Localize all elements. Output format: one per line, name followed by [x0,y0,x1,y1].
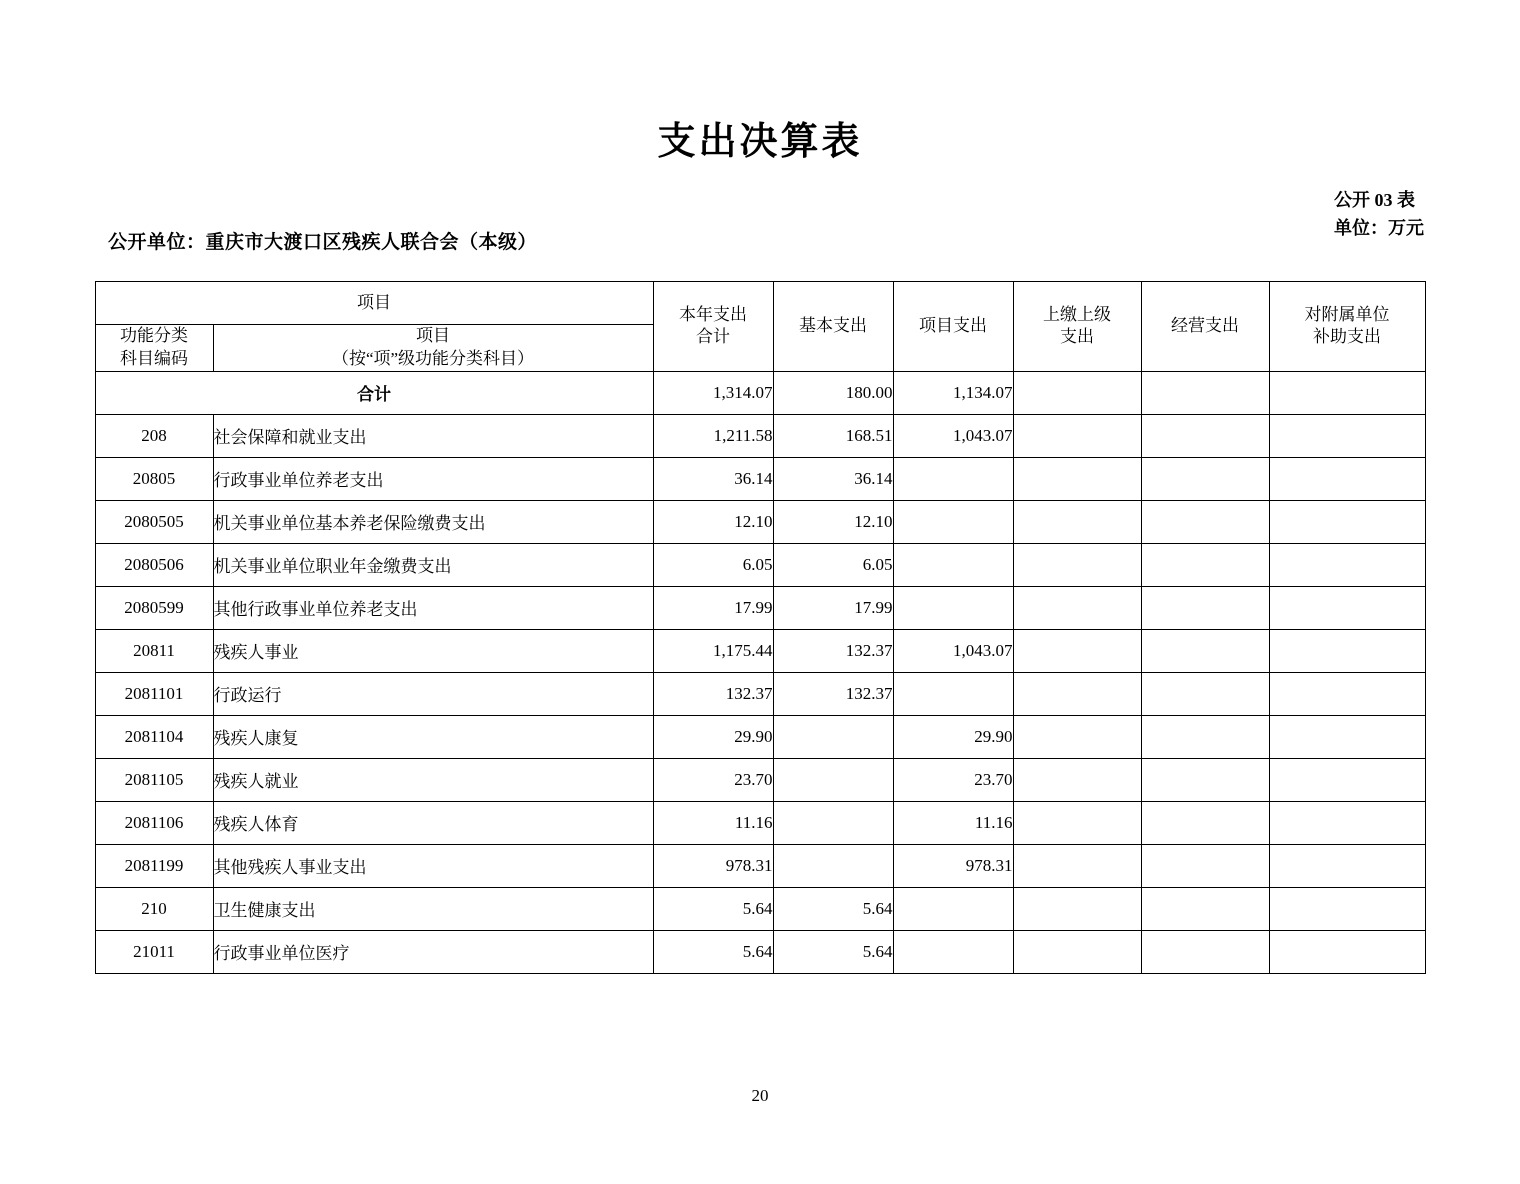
table-header-row-1 [95,282,1425,325]
header-basic: 基本支出 [773,282,893,372]
row-code: 20811 [95,629,213,672]
page-number: 20 [751,1086,769,1105]
row-subsidy [1269,930,1425,973]
row-year-total: 36.14 [653,457,773,500]
row-business [1141,801,1269,844]
row-name: 其他行政事业单位养老支出 [213,586,653,629]
row-remit [1013,629,1141,672]
row-subsidy [1269,586,1425,629]
row-code: 2081199 [95,844,213,887]
row-subsidy [1269,801,1425,844]
expenditure-table [95,281,1426,974]
row-name: 行政事业单位养老支出 [213,457,653,500]
row-remit [1013,457,1141,500]
header-code-line1: 功能分类 [120,326,188,345]
row-business [1141,844,1269,887]
row-basic: 12.10 [773,500,893,543]
row-remit [1013,500,1141,543]
header-item-line2: （按“项”级功能分类科目） [331,348,535,368]
header-remit [1013,282,1141,372]
row-code: 2081104 [95,715,213,758]
row-year-total: 1,175.44 [653,629,773,672]
row-subsidy [1269,715,1425,758]
table-row [95,500,1425,543]
row-subsidy [1269,629,1425,672]
row-subsidy [1269,371,1425,414]
row-project [893,930,1013,973]
row-remit [1013,371,1141,414]
row-project: 11.16 [893,801,1013,844]
row-remit [1013,844,1141,887]
row-code: 2080506 [95,543,213,586]
header-year-total-line1: 本年支出 [679,304,747,324]
row-basic [773,715,893,758]
row-business [1141,586,1269,629]
row-year-total: 978.31 [653,844,773,887]
row-project: 1,043.07 [893,629,1013,672]
row-name: 行政事业单位医疗 [213,930,653,973]
row-name: 机关事业单位职业年金缴费支出 [213,543,653,586]
row-business [1141,887,1269,930]
row-year-total: 23.70 [653,758,773,801]
row-business [1141,414,1269,457]
header-subsidy-line1: 对附属单位 [1304,304,1390,324]
row-subsidy [1269,887,1425,930]
row-basic: 180.00 [773,371,893,414]
row-business [1141,758,1269,801]
row-name: 残疾人体育 [213,801,653,844]
form-number: 公开 03 表 [1334,190,1415,210]
row-name: 行政运行 [213,672,653,715]
header-subsidy-line2: 补助支出 [1313,327,1381,347]
header-item [213,325,653,372]
header-group-item: 项目 [95,282,653,325]
row-code: 208 [95,414,213,457]
row-subsidy [1269,543,1425,586]
row-year-total: 12.10 [653,500,773,543]
row-project: 29.90 [893,715,1013,758]
row-subsidy [1269,844,1425,887]
header-code-line2: 科目编码 [120,348,188,368]
row-name: 残疾人康复 [213,715,653,758]
table-row [95,543,1425,586]
table-row [95,930,1425,973]
row-project: 23.70 [893,758,1013,801]
row-total-label: 合计 [95,371,653,414]
row-project [893,586,1013,629]
row-name: 机关事业单位基本养老保险缴费支出 [213,500,653,543]
table-row [95,887,1425,930]
row-year-total: 17.99 [653,586,773,629]
row-business [1141,457,1269,500]
row-project [893,672,1013,715]
row-remit [1013,887,1141,930]
row-basic: 17.99 [773,586,893,629]
header-code [95,325,213,372]
header-remit-line1: 上缴上级 [1043,304,1111,324]
row-year-total: 11.16 [653,801,773,844]
row-project [893,457,1013,500]
row-basic: 168.51 [773,414,893,457]
row-project [893,543,1013,586]
publisher-line: 公开单位：重庆市大渡口区残疾人联合会（本级） [108,232,538,253]
row-business [1141,371,1269,414]
row-remit [1013,801,1141,844]
table-row [95,457,1425,500]
table-row [95,801,1425,844]
row-basic: 132.37 [773,672,893,715]
row-year-total: 132.37 [653,672,773,715]
row-basic [773,844,893,887]
row-year-total: 29.90 [653,715,773,758]
row-business [1141,500,1269,543]
row-project: 1,134.07 [893,371,1013,414]
row-remit [1013,543,1141,586]
row-subsidy [1269,758,1425,801]
row-code: 210 [95,887,213,930]
row-project [893,500,1013,543]
row-business [1141,543,1269,586]
row-year-total: 5.64 [653,887,773,930]
row-code: 2080599 [95,586,213,629]
row-remit [1013,758,1141,801]
row-basic: 6.05 [773,543,893,586]
row-subsidy [1269,414,1425,457]
row-name: 残疾人事业 [213,629,653,672]
row-project [893,887,1013,930]
page-title: 支出决算表 [657,119,863,163]
table-body [95,371,1425,973]
row-remit [1013,930,1141,973]
row-subsidy [1269,457,1425,500]
row-basic [773,801,893,844]
header-remit-line2: 支出 [1060,327,1094,347]
row-subsidy [1269,500,1425,543]
row-business [1141,715,1269,758]
row-code: 2081105 [95,758,213,801]
row-remit [1013,672,1141,715]
header-subsidy [1269,282,1425,372]
row-year-total: 1,314.07 [653,371,773,414]
table-row [95,629,1425,672]
table-row [95,844,1425,887]
row-basic: 36.14 [773,457,893,500]
row-project: 978.31 [893,844,1013,887]
row-code: 2080505 [95,500,213,543]
row-code: 21011 [95,930,213,973]
form-meta [1334,187,1424,243]
row-business [1141,629,1269,672]
row-code: 2081106 [95,801,213,844]
row-year-total: 6.05 [653,543,773,586]
row-subsidy [1269,672,1425,715]
row-business [1141,930,1269,973]
row-year-total: 1,211.58 [653,414,773,457]
row-remit [1013,586,1141,629]
unit-of-measure: 单位：万元 [1334,217,1424,238]
table-row [95,371,1425,414]
document-page [0,110,1520,1184]
row-basic: 132.37 [773,629,893,672]
row-year-total: 5.64 [653,930,773,973]
row-name: 其他残疾人事业支出 [213,844,653,887]
document-meta [0,190,1520,271]
row-basic: 5.64 [773,930,893,973]
table-row [95,758,1425,801]
row-name: 卫生健康支出 [213,887,653,930]
header-year-total-line2: 合计 [696,327,730,347]
header-item-line1: 项目 [416,326,450,345]
header-project: 项目支出 [893,282,1013,372]
table-row [95,715,1425,758]
table-row [95,586,1425,629]
row-business [1141,672,1269,715]
row-remit [1013,414,1141,457]
row-basic [773,758,893,801]
header-year-total [653,282,773,372]
table-row [95,414,1425,457]
row-remit [1013,715,1141,758]
row-name: 残疾人就业 [213,758,653,801]
row-code: 20805 [95,457,213,500]
row-project: 1,043.07 [893,414,1013,457]
table-row [95,672,1425,715]
header-business: 经营支出 [1141,282,1269,372]
row-name: 社会保障和就业支出 [213,414,653,457]
row-code: 2081101 [95,672,213,715]
row-basic: 5.64 [773,887,893,930]
